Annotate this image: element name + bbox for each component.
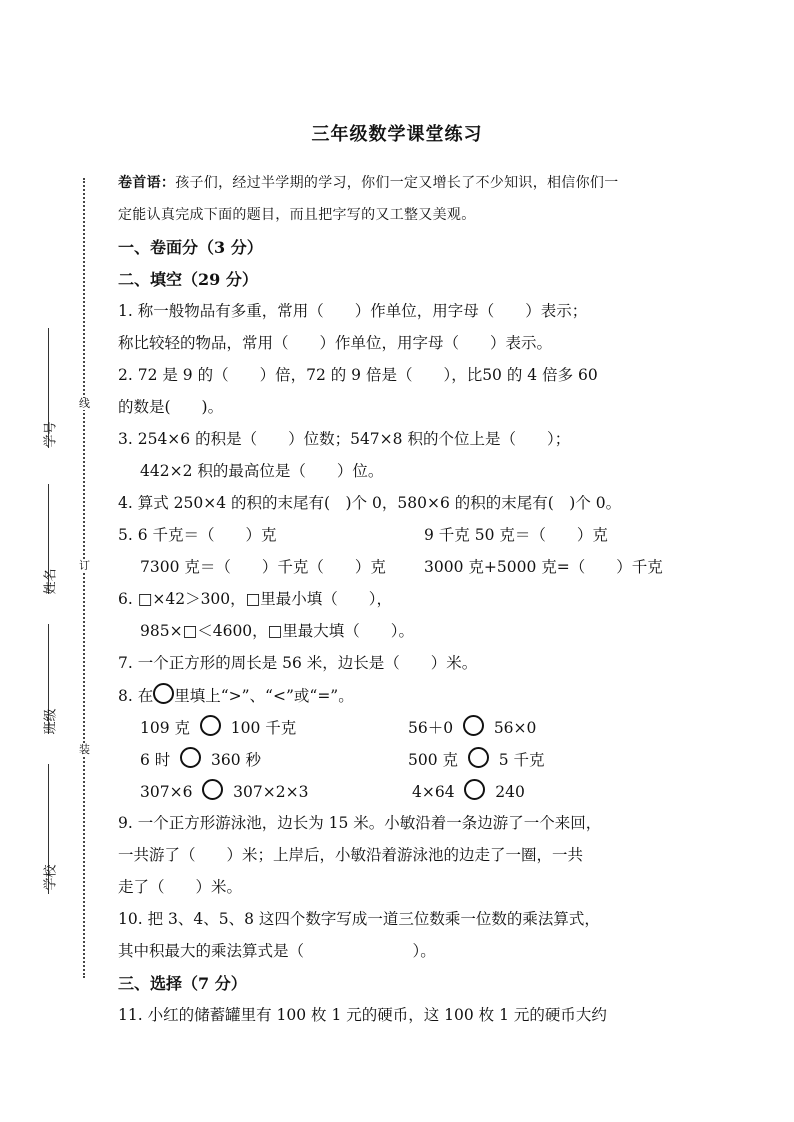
binding-char-zhuang: 装 [79, 743, 90, 756]
preface-line-2: 定能认真完成下面的题目，而且把字写的又工整又美观。 [118, 207, 476, 223]
answer-circle[interactable] [200, 715, 221, 736]
question-6-line-2: 985×□＜4600，□里最大填（ ）。 [140, 622, 415, 640]
answer-circle[interactable] [464, 779, 485, 800]
question-9-line-3: 走了（ ）米。 [118, 878, 243, 896]
compare-left: 4×64 [412, 783, 455, 801]
section-heading-1: 一、卷面分（3 分） [118, 238, 263, 257]
question-11: 11. 小红的储蓄罐里有 100 枚 1 元的硬币，这 100 枚 1 元的硬币大约 [118, 1006, 607, 1024]
compare-item-5 [140, 779, 308, 801]
question-2-line-1: 2. 72 是 9 的（ ）倍，72 的 9 倍是（ ），比50 的 4 倍多 60 [118, 366, 598, 384]
compare-left: 307×6 [140, 783, 193, 801]
binding-dotted-line [83, 178, 85, 978]
compare-right: 5 千克 [498, 751, 545, 769]
compare-right: 360 秒 [211, 751, 262, 769]
question-3-line-2: 442×2 积的最高位是（ ）位。 [140, 462, 384, 480]
question-5a-left: 5. 6 千克＝（ ）克 [118, 526, 277, 544]
comparison-circle-icon [153, 683, 174, 704]
name-label: 姓名 [43, 568, 59, 595]
question-1-line-1: 1. 称一般物品有多重，常用（ ）作单位，用字母（ ）表示； [118, 302, 588, 320]
section-heading-3: 三、选择（7 分） [118, 974, 247, 993]
question-9-line-2: 一共游了（ ）米；上岸后，小敏沿着游泳池的边走了一圈，一共 [118, 846, 584, 864]
question-7: 7. 一个正方形的周长是 56 米，边长是（ ）米。 [118, 654, 478, 672]
compare-right: 100 千克 [230, 719, 297, 737]
question-2-line-2: 的数是( )。 [118, 398, 224, 416]
student-id-label: 学号 [43, 421, 59, 448]
compare-left: 56＋0 [408, 719, 454, 737]
question-8-instruction [118, 683, 354, 706]
compare-item-4 [408, 747, 545, 770]
binding-char-xian: 线 [79, 397, 90, 410]
question-4: 4. 算式 250×4 的积的末尾有( )个 0，580×6 的积的末尾有( )个 0。 [118, 494, 622, 512]
compare-left: 109 克 [140, 719, 191, 737]
compare-right: 240 [495, 783, 525, 801]
compare-left: 500 克 [408, 751, 459, 769]
question-5b-left: 7300 克＝（ ）千克（ ）克 [140, 558, 386, 576]
question-10-line-1: 10. 把 3、4、5、8 这四个数字写成一道三位数乘一位数的乘法算式， [118, 910, 600, 928]
question-1-line-2: 称比较轻的物品，常用（ ）作单位，用字母（ ）表示。 [118, 334, 553, 352]
compare-item-6 [412, 779, 525, 801]
compare-right: 56×0 [493, 719, 537, 737]
preface-text-1: 孩子们，经过半学期的学习，你们一定又增长了不少知识，相信你们一 [175, 175, 619, 191]
q8-suffix: 里填上“>”、“<”或“=”。 [174, 687, 354, 705]
page-title: 三年级数学课堂练习 [311, 124, 483, 145]
answer-circle[interactable] [463, 715, 484, 736]
section-heading-2: 二、填空（29 分） [118, 270, 258, 289]
question-5b-right: 3000 克+5000 克=（ ）千克 [424, 558, 663, 576]
answer-circle[interactable] [468, 747, 489, 768]
compare-item-2 [408, 715, 536, 738]
question-9-line-1: 9. 一个正方形游泳池，边长为 15 米。小敏沿着一条边游了一个来回， [118, 814, 602, 832]
answer-circle[interactable] [180, 747, 201, 768]
question-10-line-2: 其中积最大的乘法算式是（ ）。 [118, 942, 436, 960]
question-3-line-1: 3. 254×6 的积是（ ）位数；547×8 积的个位上是（ ）； [118, 430, 571, 448]
preface-label: 卷首语： [118, 175, 176, 191]
binding-char-ding: 订 [79, 559, 90, 572]
compare-item-1 [140, 715, 296, 738]
question-5a-right: 9 千克 50 克＝（ ）克 [424, 526, 608, 544]
compare-left: 6 时 [140, 751, 171, 769]
q8-prefix: 8. 在 [118, 687, 154, 705]
preface-line-1 [118, 172, 619, 192]
answer-circle[interactable] [202, 779, 223, 800]
school-label: 学校 [43, 864, 59, 891]
class-label: 班级 [43, 708, 59, 735]
question-6-line-1: 6. □×42＞300，□里最小填（ ）， [118, 590, 393, 608]
compare-item-3 [140, 747, 261, 770]
compare-right: 307×2×3 [233, 783, 309, 801]
